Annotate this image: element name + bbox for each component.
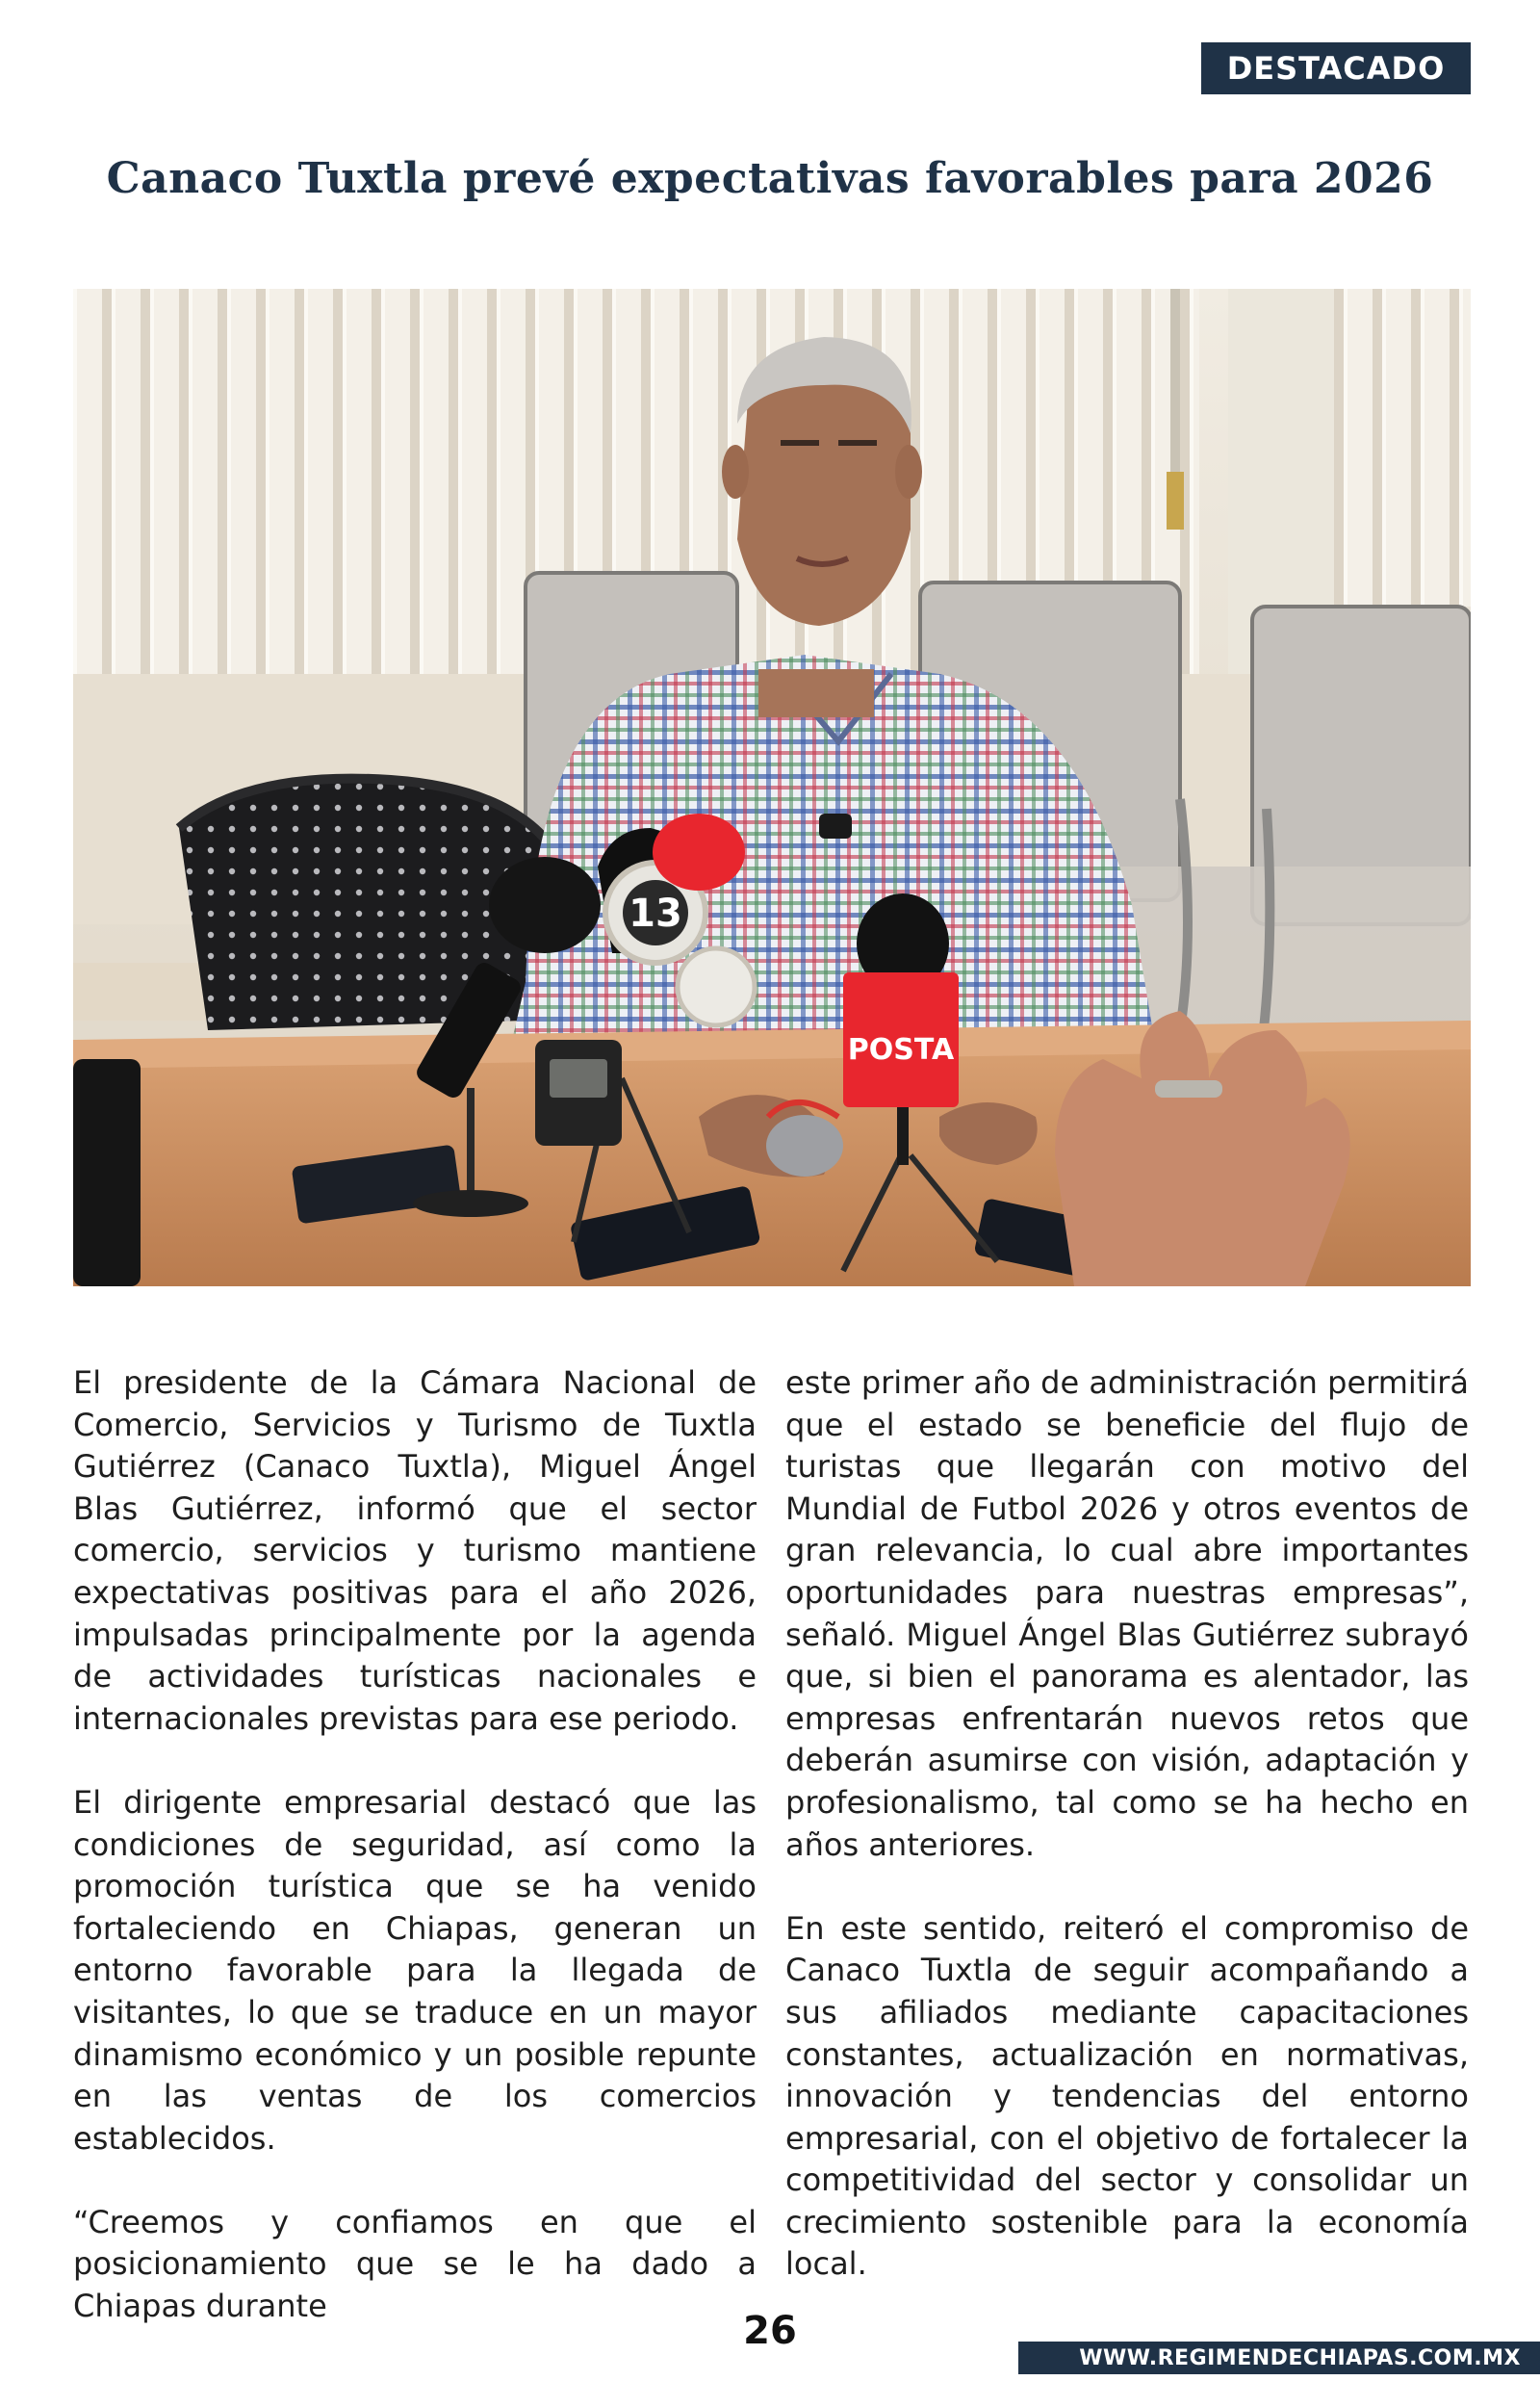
article-photo — [73, 289, 1471, 1286]
article-paragraph: En este sentido, reiteró el compromiso de Canaco Tuxtla de seguir acompañando a sus afiliados mediante capacitaciones constantes, actualización en normativas, innovación y tendencias del entorno empresarial, con el objetivo de fortalecer la competitividad del sector y consolidar un crecimiento sostenible para la economía local. — [785, 1909, 1469, 2283]
article-paragraph: “Creemos y confiamos en que el posicionamiento que se le ha dado a Chiapas durante — [73, 2203, 757, 2325]
mic-flag-13: 13 — [629, 892, 682, 936]
article-paragraph: El dirigente empresarial destacó que las condiciones de seguridad, así como la promoción turística que se ha venido fortaleciendo en Chiapas, generan un entorno favorable para la llegada de visitantes, lo que se traduce en un mayor dinamismo económico y un posible repunte en las ventas de los comercios establecidos. — [73, 1783, 757, 2157]
page-number: 26 — [743, 2309, 797, 2353]
article-right-column — [785, 1362, 1469, 2328]
footer-url[interactable]: WWW.REGIMENDECHIAPAS.COM.MX — [1079, 2345, 1521, 2370]
article-paragraph: El presidente de la Cámara Nacional de Comercio, Servicios y Turismo de Tuxtla Gutiérrez (Canaco Tuxtla), Miguel Ángel Blas Gutiérrez, informó que el sector comercio, servicios y turismo mantiene expectativas positivas para el año 2026, impulsadas principalmente por la agenda de actividades turísticas nacionales e internacionales previstas para ese periodo. — [73, 1364, 757, 1737]
article-headline: Canaco Tuxtla prevé expectativas favorables para 2026 — [106, 154, 1434, 203]
article-left-column — [73, 1362, 757, 2369]
mic-flag-posta: POSTA — [847, 1033, 955, 1067]
footer-url-bar — [1018, 2342, 1540, 2374]
section-tag: DESTACADO — [1201, 42, 1471, 94]
article-paragraph: este primer año de administración permitirá que el estado se beneficie del flujo de turistas que llegarán con motivo del Mundial de Futbol 2026 y otros eventos de gran relevancia, lo cual abre importantes oportunidades para nuestras empresas”, señaló. Miguel Ángel Blas Gutiérrez subrayó que, si bien el panorama es alentador, las empresas enfrentarán nuevos retos que deberán asumirse con visión, adaptación y profesionalismo, tal como se ha hecho en años anteriores. — [785, 1364, 1469, 1863]
